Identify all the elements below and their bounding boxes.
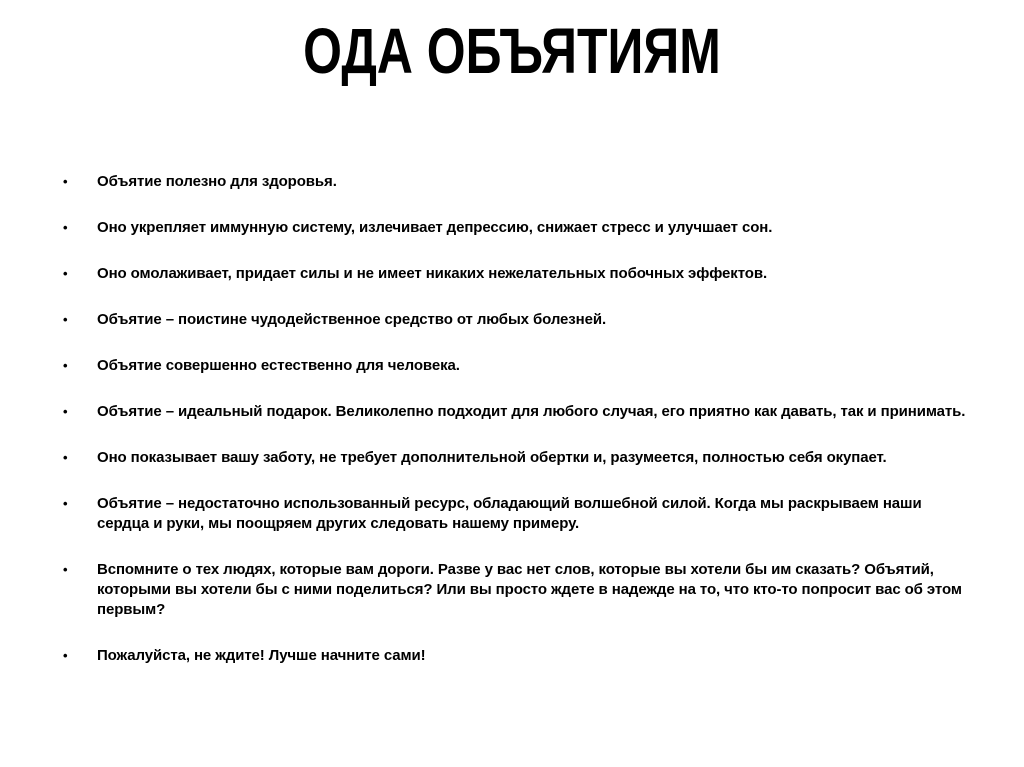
list-item xyxy=(0,172,1024,192)
bullet-icon: • xyxy=(63,561,68,577)
list-item xyxy=(0,646,1024,666)
bullet-text: Оно укрепляет иммунную систему, излечивает депрессию, снижает стресс и улучшает сон. xyxy=(97,218,773,236)
list-item xyxy=(0,264,1024,284)
bullet-list xyxy=(0,172,1024,666)
list-item xyxy=(0,310,1024,330)
bullet-text: Оно показывает вашу заботу, не требует дополнительной обертки и, разумеется, полностью себя окупает. xyxy=(97,448,887,466)
bullet-icon: • xyxy=(63,173,68,189)
bullet-icon: • xyxy=(63,265,68,281)
slide-title: ОДА ОБЪЯТИЯМ xyxy=(303,15,721,87)
bullet-icon: • xyxy=(63,403,68,419)
bullet-icon: • xyxy=(63,219,68,235)
list-item xyxy=(0,560,1024,620)
bullet-text: Вспомните о тех людях, которые вам дороги. Разве у вас нет слов, которые вы хотели бы им сказать? Объятий, которыми вы хотели бы с ними поделиться? Или вы просто ждете в надежде на то, что кто-то попросит вас об этом первым? xyxy=(97,560,962,618)
bullet-text: Объятие – недостаточно использованный ресурс, обладающий волшебной силой. Когда мы раскрываем наши сердца и руки, мы поощряем других следовать нашему примеру. xyxy=(97,494,922,532)
list-item xyxy=(0,402,1024,422)
bullet-text: Объятие – поистине чудодейственное средство от любых болезней. xyxy=(97,310,607,328)
bullet-text: Объятие полезно для здоровья. xyxy=(97,172,337,190)
bullet-icon: • xyxy=(63,311,68,327)
bullet-text: Объятие – идеальный подарок. Великолепно подходит для любого случая, его приятно как давать, так и принимать. xyxy=(97,402,966,420)
bullet-text: Объятие совершенно естественно для человека. xyxy=(97,356,460,374)
bullet-text: Пожалуйста, не ждите! Лучше начните сами! xyxy=(97,646,426,664)
bullet-icon: • xyxy=(63,495,68,511)
list-item xyxy=(0,448,1024,468)
bullet-text: Оно омолаживает, придает силы и не имеет никаких нежелательных побочных эффектов. xyxy=(97,264,768,282)
list-item xyxy=(0,356,1024,376)
bullet-icon: • xyxy=(63,647,68,663)
bullet-icon: • xyxy=(63,449,68,465)
list-item xyxy=(0,494,1024,534)
list-item xyxy=(0,218,1024,238)
bullet-icon: • xyxy=(63,357,68,373)
